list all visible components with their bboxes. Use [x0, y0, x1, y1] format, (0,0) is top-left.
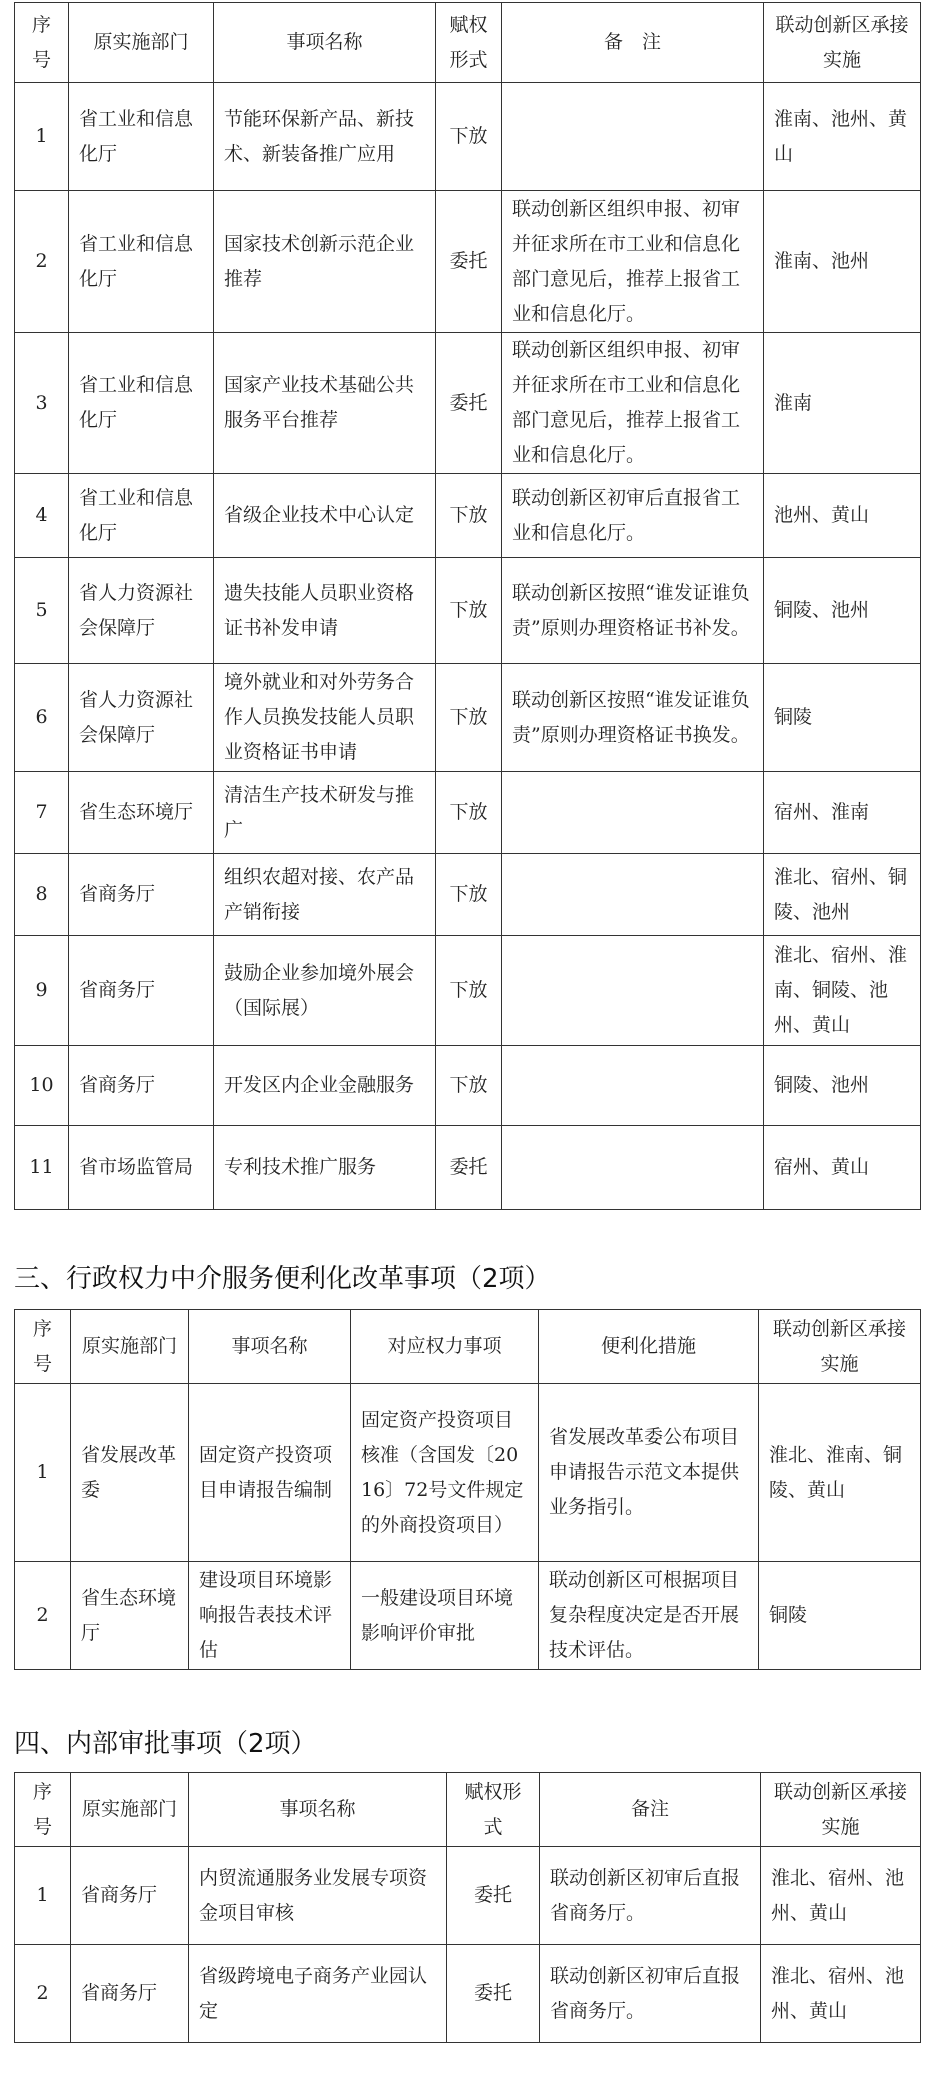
table-row: [15, 83, 921, 191]
row-form: 下放: [436, 474, 502, 558]
row-no: 2: [15, 191, 69, 333]
row-dept: 省工业和信息化厅: [69, 191, 214, 333]
row-area: 淮南: [764, 333, 921, 474]
row-note: 联动创新区组织申报、初审并征求所在市工业和信息化部门意见后，推荐上报省工业和信息化厅。: [502, 191, 764, 333]
row-item: 国家产业技术基础公共服务平台推荐: [214, 333, 436, 474]
table-intermediary-services: [14, 1309, 921, 1670]
row-note: 联动创新区初审后直报省工业和信息化厅。: [502, 474, 764, 558]
row-area: 淮南、池州、黄山: [764, 83, 921, 191]
section-title-intermediary-services: 三、行政权力中介服务便利化改革事项（2项）: [14, 1264, 551, 1294]
row-no: 1: [15, 83, 69, 191]
row-area: 铜陵: [759, 1562, 921, 1670]
row-item: 境外就业和对外劳务合作人员换发技能人员职业资格证书申请: [214, 664, 436, 772]
row-no: 7: [15, 772, 69, 854]
row-dept: 省人力资源社会保障厅: [69, 558, 214, 664]
table-row: [15, 1847, 921, 1945]
row-form: 委托: [436, 1126, 502, 1210]
row-no: 5: [15, 558, 69, 664]
header-note: 备 注: [502, 3, 764, 83]
table-row: [15, 1384, 921, 1562]
row-form: 委托: [436, 333, 502, 474]
row-form: 下放: [436, 1046, 502, 1126]
row-measure: 省发展改革委公布项目申请报告示范文本提供业务指引。: [539, 1384, 759, 1562]
table-row: [15, 333, 921, 474]
header-area: 联动创新区承接实施: [759, 1310, 921, 1384]
row-dept: 省工业和信息化厅: [69, 333, 214, 474]
row-note: [502, 854, 764, 936]
table-row: [15, 936, 921, 1046]
row-item: 节能环保新产品、新技术、新装备推广应用: [214, 83, 436, 191]
row-no: 3: [15, 333, 69, 474]
row-area: 铜陵: [764, 664, 921, 772]
row-no: 4: [15, 474, 69, 558]
section-title-internal-approval: 四、内部审批事项（2项）: [14, 1729, 317, 1759]
row-dept: 省商务厅: [71, 1847, 189, 1945]
row-note: [502, 1126, 764, 1210]
row-dept: 省商务厅: [69, 936, 214, 1046]
header-item: 事项名称: [214, 3, 436, 83]
row-no: 1: [15, 1384, 71, 1562]
header-area: 联动创新区承接实施: [761, 1773, 921, 1847]
row-note: 联动创新区按照“谁发证谁负责”原则办理资格证书换发。: [502, 664, 764, 772]
row-dept: 省发展改革委: [71, 1384, 189, 1562]
row-form: 下放: [436, 772, 502, 854]
table-internal-approval: [14, 1772, 921, 2043]
header-form: 赋权形式: [447, 1773, 540, 1847]
row-area: 淮北、宿州、铜陵、池州: [764, 854, 921, 936]
row-item: 内贸流通服务业发展专项资金项目审核: [189, 1847, 447, 1945]
table-delegated-items: [14, 2, 921, 1210]
table-header-row: [15, 1773, 921, 1847]
row-form: 下放: [436, 854, 502, 936]
header-no: 序号: [15, 1773, 71, 1847]
row-note: [502, 83, 764, 191]
row-item: 遗失技能人员职业资格证书补发申请: [214, 558, 436, 664]
table-row: [15, 854, 921, 936]
table-row: [15, 664, 921, 772]
row-dept: 省生态环境厅: [71, 1562, 189, 1670]
row-dept: 省生态环境厅: [69, 772, 214, 854]
row-item: 清洁生产技术研发与推广: [214, 772, 436, 854]
row-form: 下放: [436, 936, 502, 1046]
row-area: 淮北、宿州、淮南、铜陵、池州、黄山: [764, 936, 921, 1046]
header-dept: 原实施部门: [71, 1310, 189, 1384]
row-note: [502, 772, 764, 854]
row-form: 下放: [436, 664, 502, 772]
table-row: [15, 474, 921, 558]
table-header-row: [15, 1310, 921, 1384]
row-no: 1: [15, 1847, 71, 1945]
row-item: 开发区内企业金融服务: [214, 1046, 436, 1126]
header-power: 对应权力事项: [351, 1310, 539, 1384]
row-no: 2: [15, 1945, 71, 2043]
header-item: 事项名称: [189, 1310, 351, 1384]
row-note: 联动创新区组织申报、初审并征求所在市工业和信息化部门意见后，推荐上报省工业和信息化厅。: [502, 333, 764, 474]
row-no: 10: [15, 1046, 69, 1126]
row-area: 淮北、宿州、池州、黄山: [761, 1945, 921, 2043]
row-note: [502, 936, 764, 1046]
row-form: 委托: [436, 191, 502, 333]
row-area: 淮北、宿州、池州、黄山: [761, 1847, 921, 1945]
row-note: 联动创新区初审后直报省商务厅。: [540, 1945, 761, 2043]
row-area: 淮北、淮南、铜陵、黄山: [759, 1384, 921, 1562]
table-row: [15, 1945, 921, 2043]
row-no: 11: [15, 1126, 69, 1210]
row-area: 池州、黄山: [764, 474, 921, 558]
row-power: 固定资产投资项目核准（含国发〔2016〕72号文件规定的外商投资项目）: [351, 1384, 539, 1562]
row-item: 专利技术推广服务: [214, 1126, 436, 1210]
row-note: 联动创新区初审后直报省商务厅。: [540, 1847, 761, 1945]
row-no: 9: [15, 936, 69, 1046]
row-measure: 联动创新区可根据项目复杂程度决定是否开展技术评估。: [539, 1562, 759, 1670]
row-form: 委托: [447, 1847, 540, 1945]
row-item: 组织农超对接、农产品产销衔接: [214, 854, 436, 936]
row-form: 下放: [436, 83, 502, 191]
row-item: 省级跨境电子商务产业园认定: [189, 1945, 447, 2043]
header-item: 事项名称: [189, 1773, 447, 1847]
header-dept: 原实施部门: [69, 3, 214, 83]
row-dept: 省商务厅: [69, 854, 214, 936]
row-dept: 省工业和信息化厅: [69, 83, 214, 191]
row-area: 铜陵、池州: [764, 558, 921, 664]
table-row: [15, 772, 921, 854]
row-dept: 省市场监管局: [69, 1126, 214, 1210]
table-row: [15, 1046, 921, 1126]
header-dept: 原实施部门: [71, 1773, 189, 1847]
header-note: 备注: [540, 1773, 761, 1847]
header-no: 序号: [15, 3, 69, 83]
row-dept: 省人力资源社会保障厅: [69, 664, 214, 772]
row-note: [502, 1046, 764, 1126]
row-note: 联动创新区按照“谁发证谁负责”原则办理资格证书补发。: [502, 558, 764, 664]
row-no: 8: [15, 854, 69, 936]
row-area: 宿州、黄山: [764, 1126, 921, 1210]
row-form: 下放: [436, 558, 502, 664]
header-measure: 便利化措施: [539, 1310, 759, 1384]
table-row: [15, 1126, 921, 1210]
row-dept: 省工业和信息化厅: [69, 474, 214, 558]
row-item: 建设项目环境影响报告表技术评估: [189, 1562, 351, 1670]
row-power: 一般建设项目环境影响评价审批: [351, 1562, 539, 1670]
row-no: 2: [15, 1562, 71, 1670]
header-form: 赋权形式: [436, 3, 502, 83]
row-item: 国家技术创新示范企业推荐: [214, 191, 436, 333]
row-dept: 省商务厅: [69, 1046, 214, 1126]
row-item: 鼓励企业参加境外展会（国际展）: [214, 936, 436, 1046]
row-item: 固定资产投资项目申请报告编制: [189, 1384, 351, 1562]
row-area: 淮南、池州: [764, 191, 921, 333]
row-item: 省级企业技术中心认定: [214, 474, 436, 558]
table-row: [15, 558, 921, 664]
header-no: 序号: [15, 1310, 71, 1384]
row-no: 6: [15, 664, 69, 772]
row-dept: 省商务厅: [71, 1945, 189, 2043]
table-header-row: [15, 3, 921, 83]
table-row: [15, 1562, 921, 1670]
row-area: 宿州、淮南: [764, 772, 921, 854]
header-area: 联动创新区承接实施: [764, 3, 921, 83]
table-row: [15, 191, 921, 333]
row-form: 委托: [447, 1945, 540, 2043]
row-area: 铜陵、池州: [764, 1046, 921, 1126]
